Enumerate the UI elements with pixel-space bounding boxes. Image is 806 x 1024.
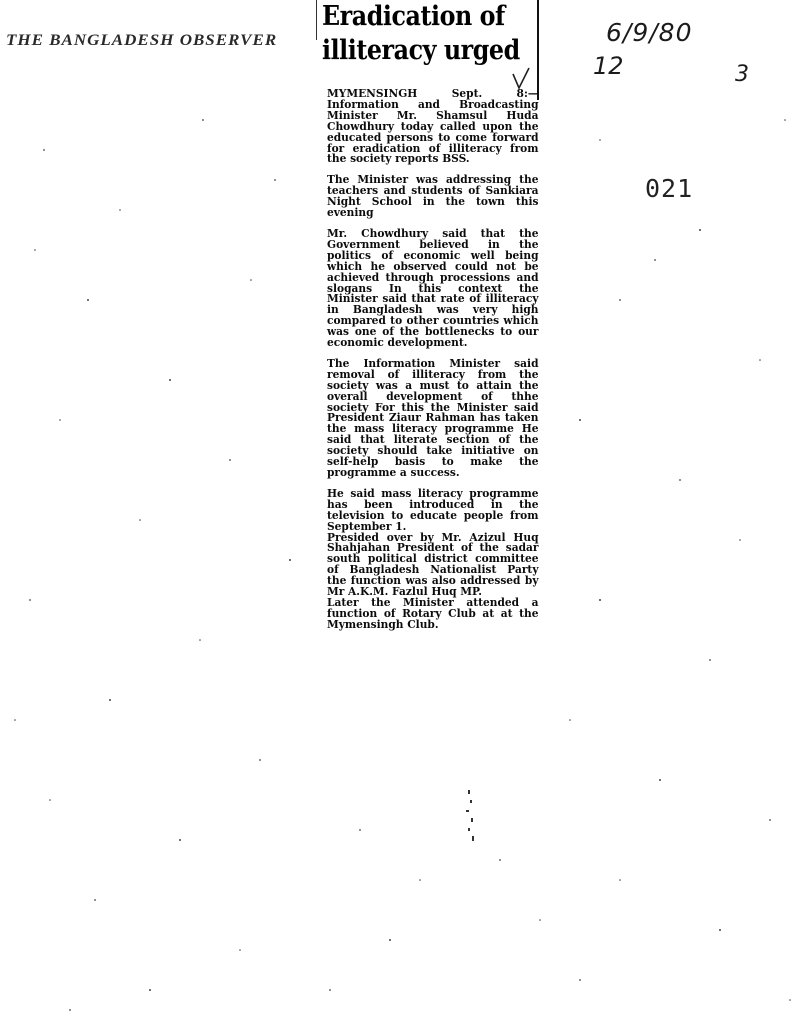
article-paragraph: The Information Minister said removal of illiteracy from the society was a must to attain the overall development of thhe society For this the Minister said President Ziaur Rahman has taken the mass literacy programme He said that literate section of the society should take initiative on self-help basis to make the programme a success. <box>327 355 539 479</box>
article-paragraph: Presided over by Mr. Azizul Huq Shahjahan President of the sadar south political district committee of Bangladesh Nationalist Party the function was also addressed by Mr A.K.M. Fazlul Huq MP. <box>327 529 539 599</box>
article-body <box>327 88 539 630</box>
paragraph-text: Information and Broadcasting Minister Mr. Shamsul Huda Chowdhury today called upon the educated persons to come forward for eradication of illiteracy from the society reports BSS. <box>327 96 539 166</box>
newspaper-masthead: THE BANGLADESH OBSERVER <box>6 30 278 49</box>
article-headline <box>322 0 542 68</box>
article-paragraph: The Minister was addressing the teachers and students of Sankiara Night School in the town this evening <box>327 172 539 220</box>
headline-line-1: Eradication of <box>322 1 505 32</box>
page-number: 021 <box>645 174 694 203</box>
article-paragraph: Mr. Chowdhury said that the Government believed in the politics of economic well being which he observed could not be achieved through processions and slogans In this context the Minister said that rate of illiteracy in Bangladesh was very high compared to other countries which was one of the bottlenecks to our economic development. <box>327 225 539 350</box>
article-paragraph <box>327 88 539 164</box>
clipping-edge-left <box>316 0 317 40</box>
handwritten-number-left: 12 <box>593 52 624 80</box>
handwritten-date: 6/9/80 <box>606 18 693 47</box>
handwritten-number-right: 3 <box>735 62 749 87</box>
headline-line-2: illiteracy urged <box>322 35 520 66</box>
article-paragraph: He said mass literacy programme has been introduced in the television to educate people from September 1. <box>327 485 539 533</box>
dateline: MYMENSINGH Sept. 8:— <box>327 86 539 100</box>
article-paragraph: Later the Minister attended a function of Rotary Club at at the Mymensingh Club. <box>327 594 539 631</box>
